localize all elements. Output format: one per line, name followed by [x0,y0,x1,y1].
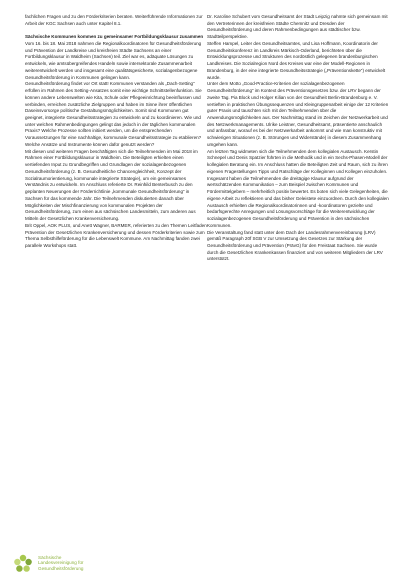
left-column [25,14,207,250]
body-paragraph: Dr. Karoline Schubert vom Gesundheitsamt der Stadt Leipzig nahmte sich gemeinsam mit den Vertreterinnen der kreisfreien Städte Chemnitz und Dresden der Gesundheitsförderung und deren Rahmenbedingungen aus städtischer bzw. Stadtteilperspektive. [207,14,388,40]
body-paragraph: Brit Oppel, AOK PLUS, und Anett Wagner, BARMER, referierten zu den Themen Leitfaden Prävention der Gesetzlichen Krankenversicherung und dessen Förderkriterien sowie zum Thema Selbsthilfeförderung für die Lebenswelt Kommune. Am Nachmittag fanden zwei parallele Workshops statt. [25,222,207,248]
logo-line: Sächsische [38,555,62,560]
body-paragraph: Vom 16. bis 18. Mai 2018 nahmen die Regionalkoordinatoren für Gesundheitsförderung und Prävention der Landkreise und kreisfreien Städte Sachsens an einer Fortbildungsklausur in Waldheim (Sachsen) teil. Ziel war es, adäquate Lösungen zu entwickeln, wie amtsübergreifendes Handeln sowie intersektorale Zusammenarbeit weiterentwickelt werden und insgesamt eine qualitätsgesicherte, sozialagenbezogene Gesundheitsförderung in Kommunen gelingen kann. [25,40,202,80]
logo-text [38,555,83,571]
body-paragraph: Unter dem Motto „Good-Practice-Kriterien der sozialagenbezogenen Gesundheitsförderung“ im Kontext des Präventionsgesetzes bzw. der LRV begann der zweite Tag. Pia Block und Holger Kilian von der Gesundheit Berlin-Brandenburg e. V. vertieften in praktischen Übungssequenzen und Kleingruppenarbeit einige der 12 Kriterien guter Praxis und tauschten sich mit den Teilnehmenden über die Anwendungsmöglichkeiten aus. Der Nachmittag stand im Zeichen der Netzwerkarbeit und des Netzwerkmanagements. Ulrike Leistner, Gesundheitsamt, präsentierte anschaulich und anfassbar, worauf es bei der Netzwerkarbeit ankommt und wie man konstruktiv mit schwierigen Situationen (z. B. Störungen und Widerstände) in diesem Zusammenhang umgehen kann. [207,81,389,147]
flower-logo-icon [12,553,34,575]
section-heading: Sächsische Kommunen kommen zu gemeinsamer Fortbildungsklausur zusammen [25,34,204,40]
body-paragraph: Die Veranstaltung fand statt unter dem Dach der Landesrahmenvereinbarung (LRV) gemäß Paragraph 20f SGB V zur Umsetzung des Gesetzes zur Stärkung der Gesundheitsförderung und Prävention (PrävG) für den Freistaat Sachsen. Sie wurde durch die Gesetzlichen Krankenkassen finanziert und von weiteren Mitgliedern der LRV unterstützt. [207,229,383,262]
logo-line: Gesundheitsförderung [38,565,84,571]
logo-line: Landesvereinigung für [38,560,84,566]
body-paragraph: Steffen Hampel, Leiter des Gesundheitsamtes, und Lisa Hoffmann, Koordinatorin der Gesundheitskonferenz im Landkreis Märkisch-Oderland, berichteten über die Entwicklungsprozesse und Strukturen des nordöstlich gelegenen brandenburgischen Landkreises. Die Sozialregion Nord des Kreises war eine der Modell-Regionen in Brandenburg, in der eine integrierte Gesundheitsstrategie („Präventionskette“) entwickelt wurde. [207,40,386,80]
body-paragraph: Gesundheitsförderung findet vor Ort statt! Kommunen verstanden als „Dach-Setting“ erfüllen im Rahmen des Setting-Ansatzes somit eine wichtige Schnittstellenfunktion. Sie können andere Lebenswelten wie Kita, Schule oder Pflegeeinrichtung beeinflussen und verbinden, erreichen zusätzliche Zielgruppen und haben im Sinne ihrer öffentlichen Daseinsvorsorge politische Gestaltungsmöglichkeiten. Somit sind Kommunen gut geeignet, integrierte Gesundheitsstrategien zu entwickeln und zu koordinieren. Wie und unter welchen Rahmenbedingungen gelingt das jedoch in der täglichen kommunalen Praxis? Welche Prozesse sollten initiiert werden, um die entsprechenden Voraussetzungen für eine nachhaltige, kommunale Gesundheitsstrategie zu etablieren? Welche Ansätze und Instrumente können dafür genutzt werden? [25,81,202,147]
body-paragraph: Am letzten Tag widmeten sich die Teilnehmenden dem kollegialen Austausch. Kerstin Schnepel und Denis Spatzier führten in die Methodik und in ein Sechs-Phasen-Modell der kollegialen Beratung ein. Im Anschluss hatten die Beteiligten Zeit und Raum, sich zu ihren eigenen Fragestellungen Tipps und Ratschläge der Kolleginnen und Kollegen einzuholen. Insgesamt haben die Teilnehmenden die dreitägige Klausur aufgrund der wertschätzenden Kommunikation – zum Beispiel zwischen Kommunen und Fördermittelgebern – mehrheitlich positiv bewertet. Es boten sich viele Gelegenheiten, die eigene Arbeit zu reflektieren und das bisher Geleistete einzuordnen. Durch den kollegialen Austausch erhielten die Regionalkoordinatorinnen und -koordinatoren gezielte und bedarfsgerechte Anregungen und Lösungsvorschläge für die Weiterentwicklung der sozialagenbezogenen Gesundheitsförderung und Prävention in den sächsischen Kommunen. [207,148,389,228]
right-column [207,14,389,263]
intro-paragraph: fachlichen Fragen und zu den Förderkriterien beraten. Weiterführende Informationen zur Arbeit der KGC Sachsen auch unter Kapitel 8.1. [25,14,203,26]
body-paragraph: Mit diesen und weiteren Fragen beschäftigten sich die Teilnehmenden im Mai 2018 im Rahmen einer Fortbildungsklausur in Waldheim. Die Beteiligten erhielten einen vertiefenden Input zu Grundbegriffen und Grundlagen der sozialagenbezogenen Gesundheitsförderung (z. B. Gesundheitliche Chancengleichheit, Konzept der Sozialraumorientierung, kommunale integrierte Strategie), um ein gemeinsames Verständnis zu entwickeln. Im Anschluss referierte Dr. Reinhild Benterbusch zu den geplanten Neuerungen der Förderrichtlinie „kommunale Gesundheitsförderung“ in Sachsen für das kommende Jahr. Die Teilnehmenden diskutierten danach über Möglichkeiten der Mischfinanzierung von kommunalen Projekten der Gesundheitsförderung, zum einen aus sächsischen Landesmitteln, zum anderen aus Mitteln der Gesetzlichen Krankenversicherung. [25,148,198,222]
organization-logo [12,553,152,583]
